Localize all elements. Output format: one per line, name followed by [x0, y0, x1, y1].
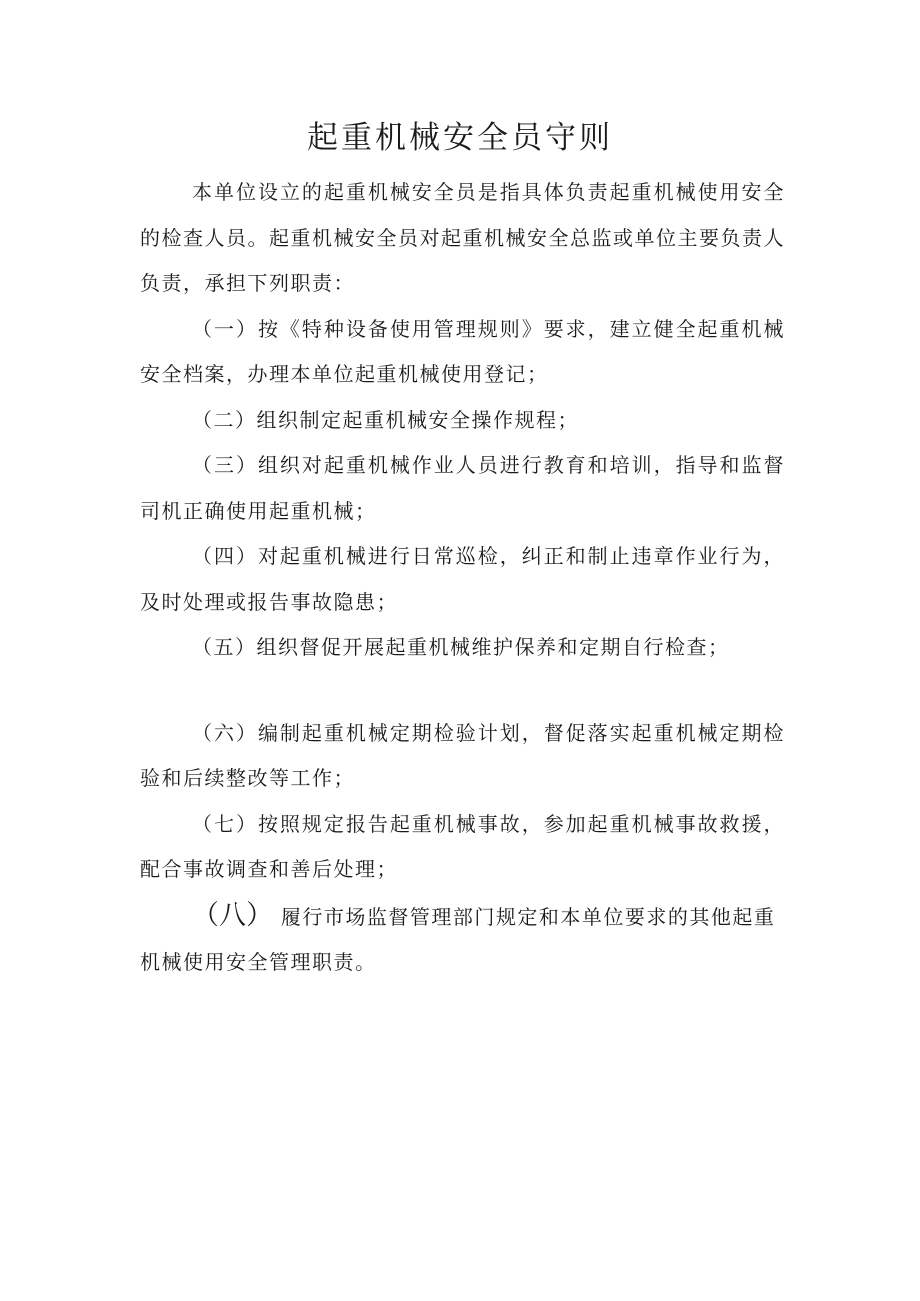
page-title: 起重机械安全员守则 — [307, 120, 613, 156]
duty-item-1: （一）按《特种设备使用管理规则》要求，建立健全起重机械安全档案，办理本单位起重机械使用登记； — [140, 316, 785, 386]
duty-item-3: （三）组织对起重机械作业人员进行教育和培训，指导和监督司机正确使用起重机械； — [140, 453, 785, 523]
blank-gap — [140, 671, 785, 711]
duty-item-8 — [140, 893, 785, 986]
duty-item-8-label: （八） — [192, 899, 273, 931]
document-body — [140, 170, 785, 986]
duty-item-5: （五）组织督促开展起重机械维护保养和定期自行检查； — [192, 635, 730, 659]
duty-item-6: （六）编制起重机械定期检验计划，督促落实起重机械定期检验和后续整改等工作； — [140, 720, 785, 790]
duty-item-8-text: 履行市场监督管理部门规定和本单位要求的其他起重机械使用安全管理职责。 — [140, 904, 776, 974]
intro-paragraph: 本单位设立的起重机械安全员是指具体负责起重机械使用安全的检查人员。起重机械安全员对起重机械安全总监或单位主要负责人负责，承担下列职责： — [140, 180, 785, 295]
duty-item-2: （二）组织制定起重机械安全操作规程； — [192, 407, 579, 432]
duty-item-4: （四）对起重机械进行日常巡检，纠正和制止违章作业行为，及时处理或报告事故隐患； — [140, 544, 785, 614]
duty-item-7: （七）按照规定报告起重机械事故，参加起重机械事故救援，配合事故调查和善后处理； — [140, 811, 785, 881]
